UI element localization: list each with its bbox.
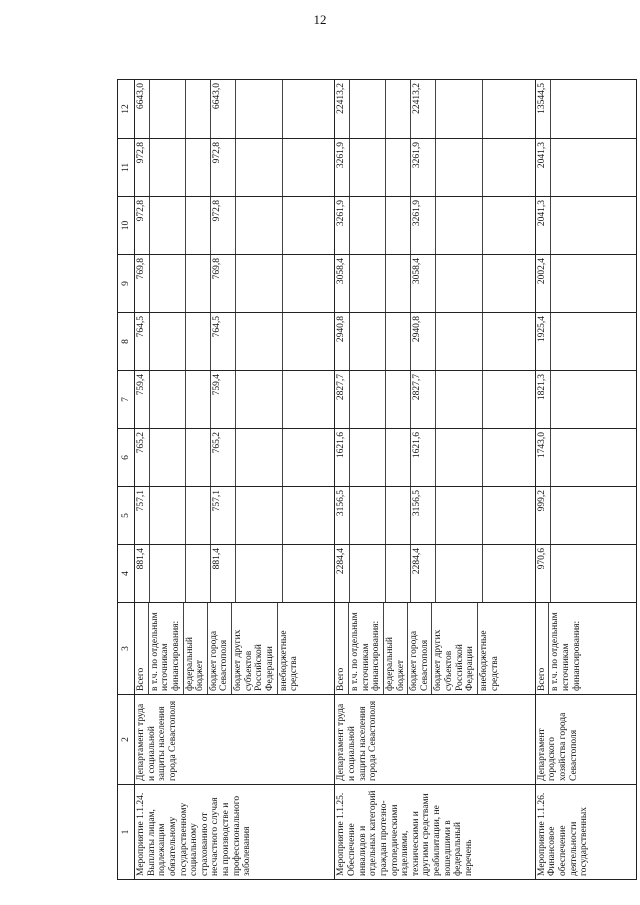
source-cell — [335, 603, 535, 695]
measure-cell: Мероприятие 1.1.24. Выплаты лицам, подлежащим обязательному государственному социальному страхованию от несчастного случая на производстве и профессионального заболевания — [135, 785, 335, 880]
value-entry — [283, 80, 306, 138]
value-entry — [350, 197, 386, 254]
value-entry — [150, 197, 186, 254]
executor-cell: Департамент труда и социальной защиты населения города Севастополя — [335, 695, 535, 785]
value-cell — [135, 139, 335, 197]
value-cell — [535, 545, 636, 603]
value-cell — [535, 429, 636, 487]
value-cell — [135, 313, 335, 371]
value-cell — [135, 545, 335, 603]
value-entry — [483, 313, 506, 370]
value-entry — [436, 487, 483, 544]
value-entry — [186, 197, 211, 254]
value-entry: 2284,4 — [411, 545, 436, 602]
column-header: 10 — [118, 197, 135, 255]
value-entry: 3261,9 — [411, 139, 436, 196]
table-row — [535, 80, 636, 880]
value-entry — [350, 255, 386, 312]
executor-cell: Департамент городского хозяйства города Севастополя — [535, 695, 636, 785]
column-header: 8 — [118, 313, 135, 371]
table-body — [135, 80, 637, 880]
source-label: бюджет других субъектов Российской Федерации — [432, 603, 478, 694]
value-entry: 2940,8 — [335, 313, 350, 370]
value-entry — [350, 429, 386, 486]
column-header: 2 — [118, 695, 135, 785]
value-entry: 2827,7 — [335, 371, 350, 428]
value-entry: 6643,0 — [211, 80, 236, 138]
value-cell — [535, 255, 636, 313]
value-entry — [551, 487, 585, 544]
value-entry — [186, 80, 211, 138]
value-entry: 3261,9 — [335, 139, 350, 196]
value-entry — [283, 545, 306, 602]
value-cell — [335, 545, 535, 603]
value-entry — [436, 545, 483, 602]
value-entry — [150, 313, 186, 370]
value-entry — [236, 139, 283, 196]
value-entry — [236, 313, 283, 370]
value-entry — [386, 80, 411, 138]
value-entry — [386, 429, 411, 486]
value-entry — [483, 255, 506, 312]
value-entry — [551, 197, 585, 254]
value-entry — [350, 371, 386, 428]
value-entry: 972,8 — [135, 139, 150, 196]
source-label: Всего — [335, 603, 349, 694]
value-entry — [436, 255, 483, 312]
value-entry: 13544,5 — [536, 80, 551, 138]
value-entry — [283, 197, 306, 254]
value-entry — [150, 139, 186, 196]
value-entry — [283, 371, 306, 428]
value-cell — [135, 255, 335, 313]
value-entry: 22413,2 — [335, 80, 350, 138]
value-cell — [335, 80, 535, 139]
value-entry — [236, 255, 283, 312]
column-header: 9 — [118, 255, 135, 313]
value-entry — [551, 255, 585, 312]
value-entry: 757,1 — [135, 487, 150, 544]
value-entry: 769,8 — [135, 255, 150, 312]
source-cell — [535, 603, 636, 695]
value-entry: 3156,5 — [335, 487, 350, 544]
value-entry: 1621,6 — [335, 429, 350, 486]
column-header: 5 — [118, 487, 135, 545]
column-header: 7 — [118, 371, 135, 429]
executor-cell: Департамент труда и социальной защиты населения города Севастополя — [135, 695, 335, 785]
value-entry: 1743,0 — [536, 429, 551, 486]
value-entry — [483, 80, 506, 138]
value-entry — [350, 487, 386, 544]
value-entry — [150, 371, 186, 428]
value-entry — [551, 139, 585, 196]
rotated-table-container — [117, 80, 637, 880]
value-cell — [135, 80, 335, 139]
value-entry — [483, 487, 506, 544]
value-entry: 2284,4 — [335, 545, 350, 602]
value-entry — [150, 487, 186, 544]
value-entry: 2827,7 — [411, 371, 436, 428]
value-entry: 757,1 — [211, 487, 236, 544]
value-entry — [551, 371, 585, 428]
value-entry — [551, 429, 585, 486]
source-label: федеральный бюджет — [384, 603, 408, 694]
table-row — [135, 80, 335, 880]
value-entry — [283, 139, 306, 196]
source-label: внебюджетные средства — [478, 630, 500, 691]
value-entry — [436, 313, 483, 370]
value-cell — [135, 429, 335, 487]
value-entry — [236, 371, 283, 428]
value-entry — [386, 545, 411, 602]
value-entry — [186, 429, 211, 486]
value-cell — [335, 429, 535, 487]
source-label: в т.ч. по отдельным источникам финансирования: — [149, 603, 184, 694]
value-entry — [186, 313, 211, 370]
value-entry — [186, 487, 211, 544]
value-entry: 3058,4 — [411, 255, 436, 312]
value-entry: 1621,6 — [411, 429, 436, 486]
value-entry — [186, 545, 211, 602]
value-entry — [236, 429, 283, 486]
value-entry: 972,8 — [211, 139, 236, 196]
value-entry: 881,4 — [135, 545, 150, 602]
budget-table — [117, 79, 637, 880]
source-label: Всего — [135, 603, 149, 694]
value-entry: 764,5 — [135, 313, 150, 370]
value-entry: 1925,4 — [536, 313, 551, 370]
value-entry: 3156,5 — [411, 487, 436, 544]
value-cell — [135, 197, 335, 255]
table-row — [335, 80, 535, 880]
value-cell — [335, 371, 535, 429]
value-entry — [386, 487, 411, 544]
value-entry: 970,6 — [536, 545, 551, 602]
value-entry — [551, 545, 585, 602]
column-header: 3 — [118, 603, 135, 695]
value-cell — [535, 80, 636, 139]
value-entry: 1821,3 — [536, 371, 551, 428]
column-header: 1 — [118, 785, 135, 880]
column-header: 4 — [118, 545, 135, 603]
value-entry: 972,8 — [135, 197, 150, 254]
value-cell — [535, 371, 636, 429]
value-entry: 765,2 — [135, 429, 150, 486]
value-cell — [335, 255, 535, 313]
value-entry — [436, 80, 483, 138]
value-entry — [551, 313, 585, 370]
value-entry — [436, 371, 483, 428]
value-entry — [483, 197, 506, 254]
source-label: бюджет города Севастополя — [408, 603, 432, 694]
value-entry — [386, 371, 411, 428]
source-label: федеральный бюджет — [184, 603, 208, 694]
value-entry — [436, 139, 483, 196]
value-entry — [386, 139, 411, 196]
value-entry: 999,2 — [536, 487, 551, 544]
value-cell — [535, 197, 636, 255]
value-entry — [483, 371, 506, 428]
value-entry — [150, 255, 186, 312]
value-entry — [350, 139, 386, 196]
value-entry — [283, 313, 306, 370]
value-entry — [283, 255, 306, 312]
value-entry: 2002,4 — [536, 255, 551, 312]
column-header: 12 — [118, 80, 135, 139]
value-entry: 2041,3 — [536, 197, 551, 254]
page-number: 12 — [313, 12, 327, 27]
source-cell — [135, 603, 335, 695]
column-header: 6 — [118, 429, 135, 487]
header-row — [118, 80, 135, 880]
value-cell — [335, 487, 535, 545]
value-cell — [335, 197, 535, 255]
value-cell — [135, 371, 335, 429]
value-entry: 3261,9 — [335, 197, 350, 254]
value-entry — [350, 545, 386, 602]
value-entry: 765,2 — [211, 429, 236, 486]
value-entry: 764,5 — [211, 313, 236, 370]
source-label: бюджет других субъектов Российской Федерации — [232, 603, 278, 694]
value-entry: 2940,8 — [411, 313, 436, 370]
value-entry: 2041,3 — [536, 139, 551, 196]
value-entry — [386, 255, 411, 312]
value-entry — [150, 545, 186, 602]
value-entry — [236, 197, 283, 254]
value-entry — [236, 487, 283, 544]
source-label: Всего — [536, 603, 550, 694]
source-label: в т.ч. по отдельным источникам финансирования: — [550, 612, 582, 691]
value-entry: 6643,0 — [135, 80, 150, 138]
column-header: 11 — [118, 139, 135, 197]
value-entry: 759,4 — [211, 371, 236, 428]
value-entry — [436, 429, 483, 486]
value-entry: 881,4 — [211, 545, 236, 602]
value-cell — [535, 313, 636, 371]
value-cell — [335, 139, 535, 197]
source-label: бюджет города Севастополя — [208, 603, 232, 694]
value-entry — [186, 255, 211, 312]
value-entry — [150, 80, 186, 138]
value-entry — [283, 429, 306, 486]
value-entry: 759,4 — [135, 371, 150, 428]
value-entry — [283, 487, 306, 544]
value-entry — [236, 545, 283, 602]
value-entry — [186, 371, 211, 428]
value-cell — [535, 487, 636, 545]
value-entry: 3261,9 — [411, 197, 436, 254]
source-label: в т.ч. по отдельным источникам финансирования: — [349, 603, 384, 694]
source-label: внебюджетные средства — [278, 630, 300, 691]
value-entry — [386, 197, 411, 254]
value-entry: 972,8 — [211, 197, 236, 254]
value-cell — [335, 313, 535, 371]
value-cell — [135, 487, 335, 545]
value-entry — [350, 313, 386, 370]
value-entry — [350, 80, 386, 138]
value-entry — [483, 545, 506, 602]
value-entry — [386, 313, 411, 370]
value-entry: 22413,2 — [411, 80, 436, 138]
value-entry — [150, 429, 186, 486]
value-entry: 769,8 — [211, 255, 236, 312]
value-entry — [186, 139, 211, 196]
measure-cell: Мероприятие 1.1.26. Финансовое обеспечение деятельности государственных — [535, 785, 636, 880]
value-entry — [551, 80, 585, 138]
value-entry: 3058,4 — [335, 255, 350, 312]
value-entry — [436, 197, 483, 254]
value-entry — [236, 80, 283, 138]
measure-cell: Мероприятие 1.1.25. Обеспечение инвалидов и отдельных категорий граждан протезно-ортопедическими изделиями, техническими и другими средствами реабилитации, не вошедшими в федеральный перечень — [335, 785, 535, 880]
value-entry — [483, 139, 506, 196]
value-cell — [535, 139, 636, 197]
value-entry — [483, 429, 506, 486]
